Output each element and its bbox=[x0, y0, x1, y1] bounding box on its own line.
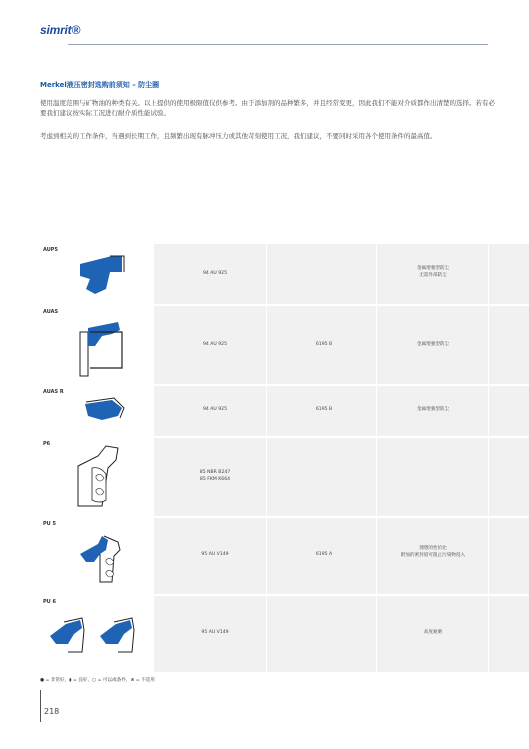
table-row bbox=[40, 438, 529, 516]
page-number: 218 bbox=[44, 707, 60, 716]
row-label: AUAS bbox=[43, 309, 59, 315]
table-row bbox=[40, 306, 529, 384]
intro-paragraph-1: 使用温度范围与矿物油的种类有关。以上提供的使用极限值仅供参考。由于添加剂的品种繁多，并且经常变更，因此我们不能对介质都作出清楚的选择。若有必要我们建议按实际工况进行耐介质性能试验。 bbox=[40, 99, 495, 117]
seal-profile-pu5-image bbox=[40, 518, 150, 594]
row-label: P6 bbox=[43, 441, 51, 447]
section-heading: Merkel液压密封选购前须知 – 防尘圈 bbox=[40, 81, 160, 89]
note-cell: 金属增强型防尘 bbox=[416, 407, 450, 412]
seal-profile-pu6-image bbox=[40, 596, 150, 672]
material-cell: 94 AU 925 bbox=[202, 342, 228, 347]
seal-profile-auas-image bbox=[40, 306, 150, 384]
seal-profile-auas-r-image bbox=[40, 386, 150, 436]
note-cell: 理想的性价比 附加的密封唇可阻止污染物侵入 bbox=[400, 546, 466, 558]
material-cell: 94 AU 925 bbox=[202, 271, 228, 276]
note-cell: 金属增强型防尘 bbox=[416, 342, 450, 347]
footer-divider bbox=[40, 690, 41, 722]
note-cell: 高度耐磨 bbox=[423, 630, 443, 635]
seal-profile-aup5-image bbox=[40, 244, 150, 304]
table-row bbox=[40, 596, 529, 672]
table-row bbox=[40, 518, 529, 594]
note-cell: 金属增强型防尘 无需外部防尘 bbox=[416, 266, 450, 278]
table-row bbox=[40, 244, 529, 304]
rating-legend: ● = 非常好，◗ = 良好，○ = 可以或条件，⊗ = 不适用 bbox=[40, 678, 155, 683]
row-label: AUAS R bbox=[43, 389, 64, 395]
standard-cell: 6195 A bbox=[315, 552, 333, 557]
standard-cell: 6195 B bbox=[315, 407, 333, 412]
row-label: AUP5 bbox=[43, 247, 58, 253]
header-divider bbox=[68, 44, 488, 45]
material-cell: 95 AU V149 bbox=[201, 552, 229, 557]
brand-logo: simrit® bbox=[40, 23, 81, 37]
material-cell: 85 NBR B247 85 FKM K664 bbox=[199, 470, 231, 482]
row-label: PU 6 bbox=[43, 599, 56, 605]
material-cell: 95 AU V149 bbox=[201, 630, 229, 635]
material-cell: 94 AU 925 bbox=[202, 407, 228, 412]
row-label: PU 5 bbox=[43, 521, 56, 527]
seal-profile-p6-image bbox=[40, 438, 150, 516]
table-row bbox=[40, 386, 529, 436]
intro-paragraph-2: 考虑到相关的工作条件，当遇到长期工作，且频繁出现有脉冲压力或其他苛刻使用工况，我们建议，不要同时采用各个使用条件的最高值。 bbox=[40, 132, 437, 140]
standard-cell: 6195 B bbox=[315, 342, 333, 347]
